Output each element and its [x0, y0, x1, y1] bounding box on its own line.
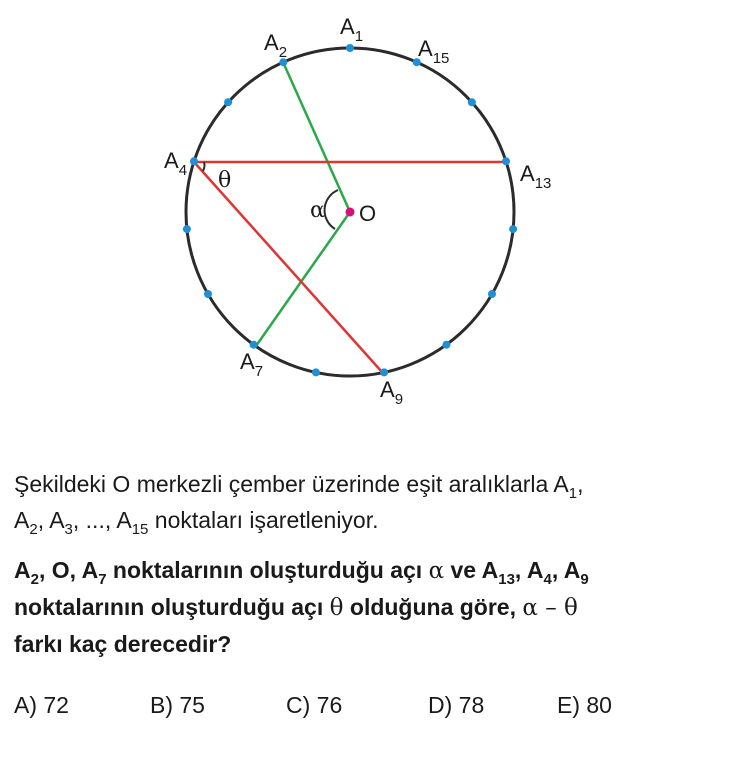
choice-a[interactable]: A) 72 [14, 692, 69, 718]
label-o: O [359, 201, 377, 226]
label-a13: $A_{13}$ [520, 161, 552, 192]
point-dot [509, 225, 517, 233]
segment-o-a7 [256, 212, 350, 346]
label-alpha: α [310, 198, 325, 223]
point-dot [204, 290, 212, 298]
point-dot [224, 98, 232, 106]
label-a15: $A_{15}$ [418, 36, 450, 67]
choice-e[interactable]: E) 80 [557, 692, 612, 718]
label-a1: $A_1$ [340, 14, 364, 45]
theta-arc [203, 162, 204, 171]
label-a4: $A_4$ [164, 148, 188, 179]
segment-a4-a9 [194, 162, 382, 372]
point-dot [346, 44, 354, 52]
intro-line-1: Şekildeki O merkezli çember üzerinde eşit aralıklarla $A_1$, [14, 471, 584, 502]
question-line-1: $A_2$, O, $A_7$ noktalarının oluşturduğu açı α ve $A_{13}$, $A_4$, $A_9$ [14, 557, 589, 588]
point-dot [312, 368, 320, 376]
point-dot [250, 341, 258, 349]
label-theta: θ [218, 168, 232, 193]
question-line-2: noktalarının oluşturduğu açı θ olduğuna göre, α – θ [14, 594, 578, 621]
question-line-3: farkı kaç derecedir? [14, 631, 232, 657]
choice-b[interactable]: B) 75 [150, 692, 205, 718]
intro-line-2: $A_2$, $A_3$, ..., $A_{15}$ noktaları işaretleniyor. [14, 507, 379, 538]
point-dot [380, 368, 388, 376]
segment-a2-o [283, 62, 350, 212]
point-dot [488, 290, 496, 298]
label-a9: $A_9$ [380, 377, 404, 408]
point-dot [190, 157, 198, 165]
choice-c[interactable]: C) 76 [286, 692, 343, 718]
point-dot [442, 341, 450, 349]
point-dot [468, 98, 476, 106]
label-a2: $A_2$ [264, 30, 288, 61]
choice-d[interactable]: D) 78 [428, 692, 485, 718]
label-a7: $A_7$ [240, 349, 264, 380]
center-point [346, 208, 355, 217]
point-dot [183, 225, 191, 233]
problem-text [14, 466, 726, 662]
point-dot [502, 157, 510, 165]
answer-choices [14, 692, 714, 722]
alpha-arc [325, 190, 338, 229]
